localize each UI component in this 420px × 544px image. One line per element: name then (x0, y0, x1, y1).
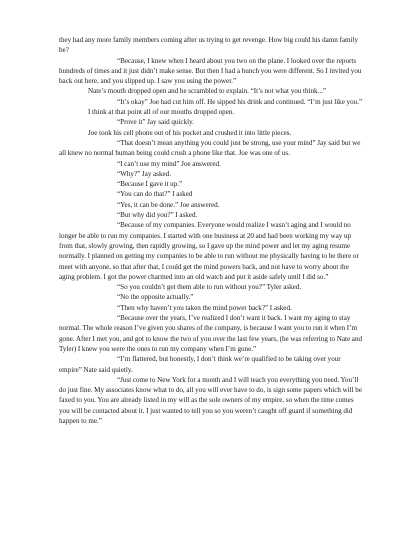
paragraph: “Because, I knew when I heard about you two on the plane. I looked over the reports hundreds of times and it just didn’t make sense. But then I had a hunch you were different. So I invited you back out here, and you slipped up. I saw you using the power.” (59, 56, 362, 86)
paragraph: “Because of my companies. Everyone would realize I wasn’t aging and I would no longer be able to run my companies. I started with one business at 20 and had been working my way up from that, slowly growing, then rapidly growing, so I gave up the mind power and let my aging resume normally. I planned on getting my companies to be able to run without me physically having to be there or meet with anyone, so that after that, I could get the mind powers back, and not have to worry about the aging problem. I got the power charmed into an old watch and put it aside safely until I did so.” (59, 221, 359, 281)
paragraph: “Why?” Jay asked. (117, 169, 171, 178)
paragraph: “Then why haven’t you taken the mind power back?” I asked. (117, 303, 292, 312)
paragraph: “Prove it” Jay said quickly. (117, 118, 194, 127)
paragraph: “That doesn’t mean anything you could just be strong, use your mind” Jay said but we all knew no normal human being could crush a phone like that. Joe was one of us. (59, 138, 361, 158)
paragraph: “It’s okay” Joe had cut him off. He sipped his drink and continued. “I’m just like you.” (117, 97, 363, 106)
paragraph: “No the opposite actually.” (117, 293, 194, 302)
paragraph: “Because I gave it up.” (117, 180, 183, 189)
paragraph: “But why did you?” I asked. (117, 211, 198, 220)
paragraph: “Yes, it can be done.” Joe answered. (117, 200, 220, 209)
paragraph: “Just come to New York for a month and I will teach you everything you need. You’ll do just fine. My associates know what to do, all you will ever have to do, is sign some papers which will be faxed to you. You are already listed in my will as the sole owners of my empire, so when the time comes you will be contacted about it. I just wanted to tell you so you weren’t caught off guard if something did happen to me.” (59, 375, 362, 425)
document-page (59, 35, 364, 426)
paragraph: “I’m flattered, but honestly, I don’t think we’re qualified to be taking over your empire” Nate said quietly. (59, 355, 341, 374)
paragraph: they had any more family members coming after us trying to get revenge. How big could his damn family be? (59, 36, 359, 55)
paragraph: “So you couldn’t get them able to run without you?” Tyler asked. (117, 283, 302, 292)
paragraph: I think at that point all of our mouths dropped open. (88, 108, 235, 117)
paragraph: “I can’t use my mind” Joe answered. (117, 159, 221, 168)
paragraph: Nate’s mouth dropped open and he scrambled to explain. “It’s not what you think...” (88, 87, 327, 96)
paragraph: “You can do that?” I asked (117, 190, 193, 199)
paragraph: “Because over the years, I’ve realized I don’t want it back. I want my aging to stay normal. The whole reason I’ve given you shares of the company, is because I want you to run it when I’m gone. After I met you, and got to know the two of you over the last few years, (he was referring to Nate and Tyler) I knew you were the ones to run my company when I’m gone.” (59, 314, 363, 353)
paragraph: Joe took his cell phone out of his pocket and crushed it into little pieces. (88, 128, 292, 137)
